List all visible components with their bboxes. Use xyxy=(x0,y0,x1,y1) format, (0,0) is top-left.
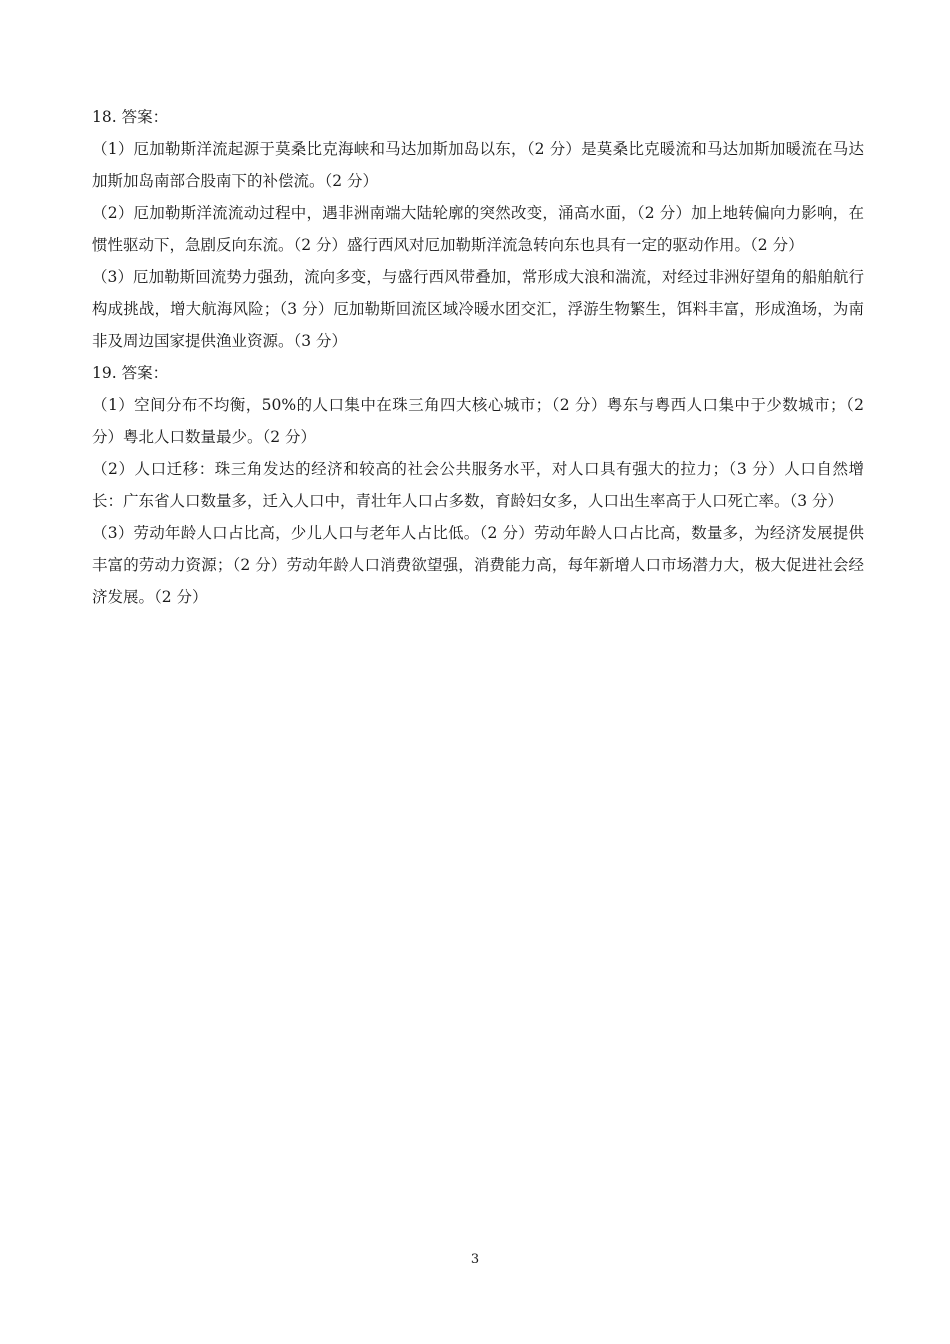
answer-part-2: （2）厄加勒斯洋流流动过程中，遇非洲南端大陆轮廓的突然改变，涌高水面，（2 分）加上地转偏向力影响，在惯性驱动下，急剧反向东流。（2 分）盛行西风对厄加勒斯洋流急转向东也具有一定的驱动作用。（2 分） xyxy=(92,204,864,254)
answer-part-2: （2）人口迁移：珠三角发达的经济和较高的社会公共服务水平，对人口具有强大的拉力；（3 分）人口自然增长：广东省人口数量多，迁入人口中，青壮年人口占多数，育龄妇女多，人口出生率高于人口死亡率。（3 分） xyxy=(92,460,864,510)
question-heading: 18. 答案： xyxy=(92,108,169,126)
answer-part-3: （3）劳动年龄人口占比高，少儿人口与老年人占比低。（2 分）劳动年龄人口占比高，数量多，为经济发展提供丰富的劳动力资源；（2 分）劳动年龄人口消费欲望强，消费能力高，每年新增人口市场潜力大，极大促进社会经济发展。（2 分） xyxy=(92,524,864,606)
question-heading: 19. 答案： xyxy=(92,364,169,382)
question-18-answer xyxy=(92,101,864,357)
answer-part-1: （1）厄加勒斯洋流起源于莫桑比克海峡和马达加斯加岛以东，（2 分）是莫桑比克暖流和马达加斯加暖流在马达加斯加岛南部合股南下的补偿流。（2 分） xyxy=(92,140,864,190)
answer-part-3: （3）厄加勒斯回流势力强劲，流向多变，与盛行西风带叠加，常形成大浪和湍流，对经过非洲好望角的船舶航行构成挑战，增大航海风险；（3 分）厄加勒斯回流区域冷暖水团交汇，浮游生物繁生，饵料丰富，形成渔场，为南非及周边国家提供渔业资源。（3 分） xyxy=(92,268,864,350)
page-number: 3 xyxy=(470,1252,480,1267)
answer-content xyxy=(92,101,864,613)
question-19-answer xyxy=(92,357,864,613)
answer-part-1: （1）空间分布不均衡，50%的人口集中在珠三角四大核心城市；（2 分）粤东与粤西人口集中于少数城市；（2 分）粤北人口数量最少。（2 分） xyxy=(92,396,864,446)
